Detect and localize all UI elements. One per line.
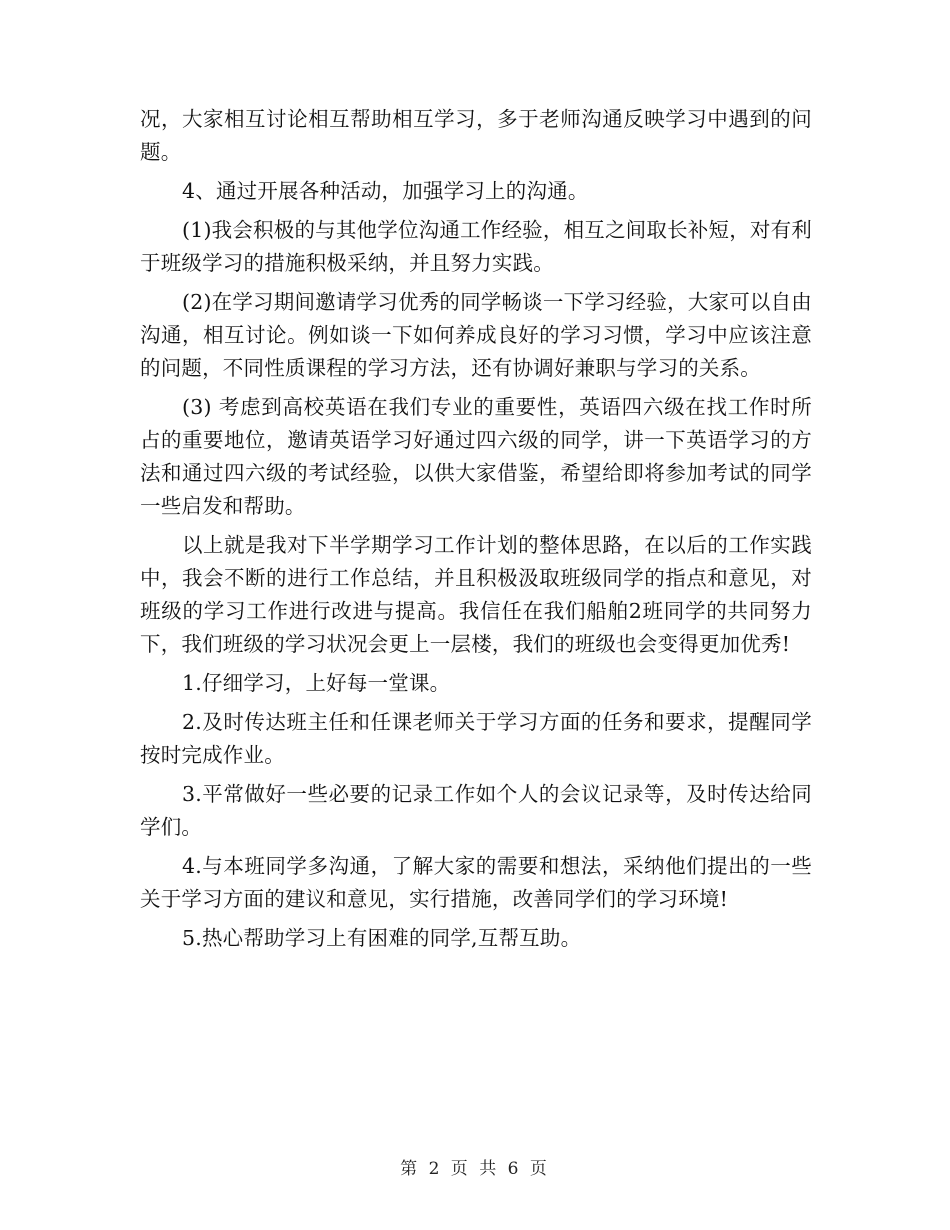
paragraph-1: 况，大家相互讨论相互帮助相互学习，多于老师沟通反映学习中遇到的问题。	[140, 107, 812, 164]
paragraph-5: (3) 考虑到高校英语在我们专业的重要性，英语四六级在找工作时所占的重要地位，邀请英语学习好通过四六级的同学，讲一下英语学习的方法和通过四六级的考试经验，以供大家借鉴，希望给即将参加考试的同学一些启发和帮助。	[140, 395, 812, 518]
paragraph-4: (2)在学习期间邀请学习优秀的同学畅谈一下学习经验，大家可以自由沟通，相互讨论。例如谈一下如何养成良好的学习习惯，学习中应该注意的问题，不同性质课程的学习方法，还有协调好兼职与学习的关系。	[140, 290, 812, 380]
list-item-2: 2.及时传达班主任和任课老师关于学习方面的任务和要求，提醒同学按时完成作业。	[140, 710, 812, 767]
list-item-4: 4.与本班同学多沟通，了解大家的需要和想法，采纳他们提出的一些关于学习方面的建议和意见，实行措施，改善同学们的学习环境!	[140, 854, 812, 911]
list-item-3: 3.平常做好一些必要的记录工作如个人的会议记录等，及时传达给同学们。	[140, 782, 812, 839]
document-body	[140, 103, 812, 961]
page-number-footer: 第 2 页 共 6 页	[400, 1159, 550, 1179]
list-item-5: 5.热心帮助学习上有困难的同学,互帮互助。	[182, 926, 582, 950]
paragraph-6: 以上就是我对下半学期学习工作计划的整体思路，在以后的工作实践中，我会不断的进行工作总结，并且积极汲取班级同学的指点和意见，对班级的学习工作进行改进与提高。我信任在我们船舶2班同学的共同努力下，我们班级的学习状况会更上一层楼，我们的班级也会变得更加优秀!	[140, 533, 812, 656]
paragraph-2: 4、通过开展各种活动，加强学习上的沟通。	[182, 179, 589, 203]
paragraph-3: (1)我会积极的与其他学位沟通工作经验，相互之间取长补短，对有利于班级学习的措施积极采纳，并且努力实践。	[140, 218, 812, 275]
list-item-1: 1.仔细学习，上好每一堂课。	[182, 671, 451, 695]
